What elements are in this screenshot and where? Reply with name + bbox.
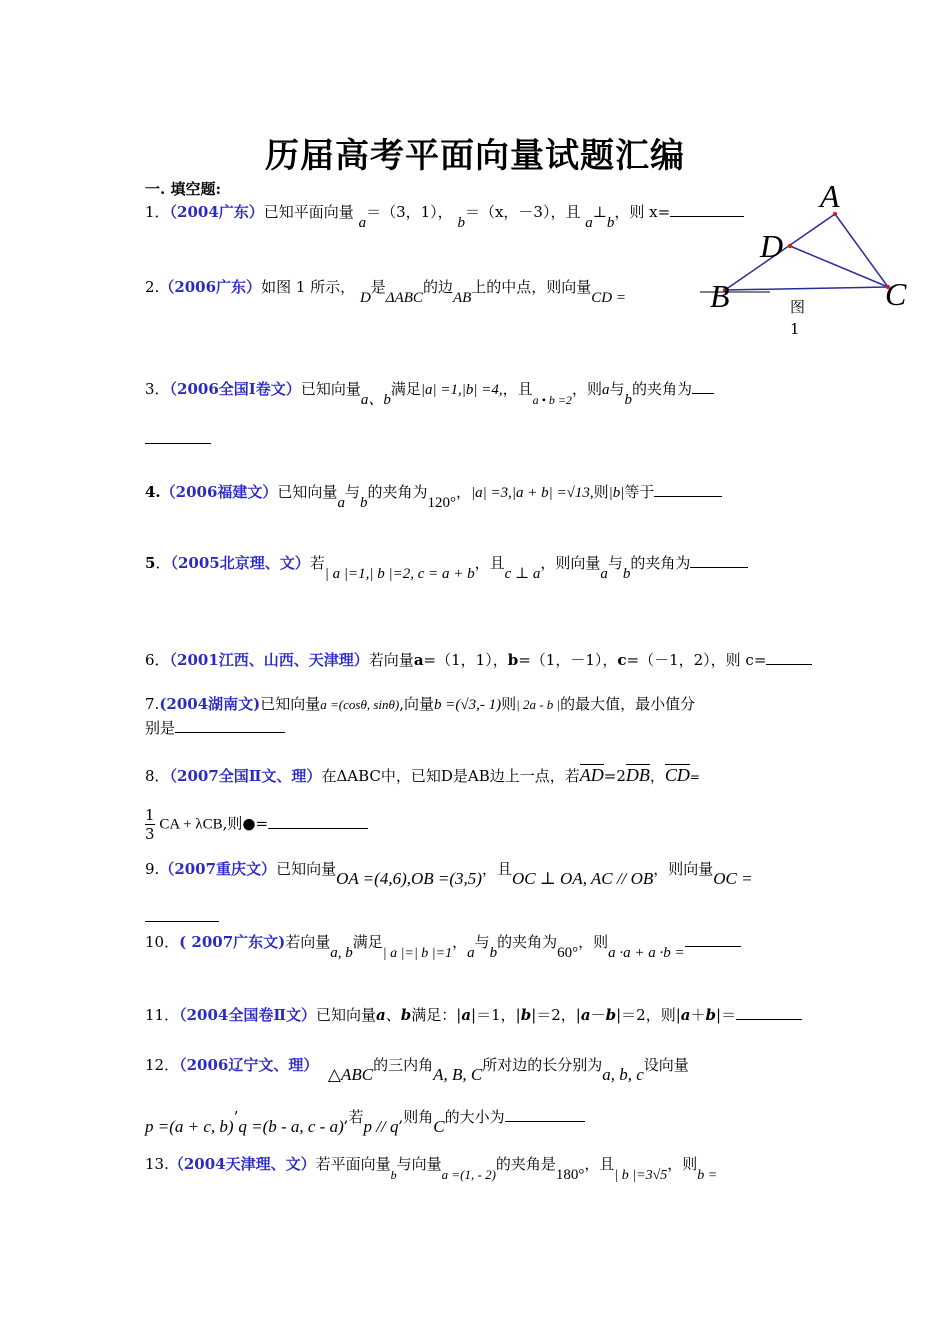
question-7-cont: 别是 [145,717,285,739]
question-2: 2.（2006广东）如图 1 所示， D是ΔABC的边AB上的中点，则向量CD = [145,278,627,306]
question-11: 11．（2004全国卷Ⅱ文）已知向量a、b满足：|a|＝1，|b|＝2，|a－b|＝2，则|a＋b|＝ [145,1004,802,1026]
question-10: 10．( 2007广东文)若向量a, b满足| a |=| b |=1，a与b的夹角为60°，则a ·a + a ·b = [145,931,741,955]
question-7: 7.(2004湖南文)已知向量a =(cosθ, sinθ),向量b =(√3,- 1)则| 2a - b |的最大值，最小值分 [145,695,696,713]
question-3-blank [145,428,211,450]
question-6: 6．（2001江西、山西、天津理）若向量a=（1，1），b=（1，－1），c=（－1，2），则 c= [145,649,812,671]
question-1: 1．（2004广东）已知平面向量 a＝（3，1）， b＝（x，－3），且 a⊥b，则 x= [145,201,744,224]
vertex-label-b: B [710,278,730,314]
vertex-label-a: A [820,178,840,214]
question-4: 4.（2006福建文）已知向量a与b的夹角为120°，|a| =3,|a + b| =√13,则|b|等于 [145,481,722,504]
question-9: 9.（2007重庆文）已知向量OA =(4,6),OB =(3,5)，且OC ⊥ OA, AC // OB，则向量OC = [145,860,753,888]
question-5: 5．（2005北京理、文）若| a |=1,| b |=2, c = a + b，且c ⊥ a，则向量a与b的夹角为 [145,552,748,575]
vertex-label-d: D [760,228,784,264]
question-13: 13.（2004天津理、文）若平面向量$_b$与向量a =(1, - 2)的夹角是180°，且| b |=3√5，则b = [145,1155,718,1183]
question-12: 12．（2006辽宁文、理） △ABC的三内角A, B, C所对边的长分别为a, b, c设向量 [145,1056,689,1084]
section-heading: 一. 填空题: [145,180,221,198]
question-8: 8．（2007全国Ⅱ文、理）在ΔABC中，已知D是AB边上一点，若AD=2DB，CD= [145,765,700,785]
question-12-cont: p =(a + c, b)’q =(b - a, c - a),若p // q,则角C的大小为 [145,1106,585,1128]
page-title: 历届高考平面向量试题汇编 [265,136,685,176]
vertex-label-c: C [885,276,907,312]
figure-caption: 图 1 [790,298,806,338]
question-9-blank [145,906,219,928]
question-3: 3．（2006全国Ⅰ卷文）已知向量a、b满足|a| =1,|b| =4,，且$_{a • b =2}$，则a与b的夹角为 [145,378,714,401]
question-8-cont: $\frac{1}{3}$ CA + λCB,则●= [145,806,368,843]
